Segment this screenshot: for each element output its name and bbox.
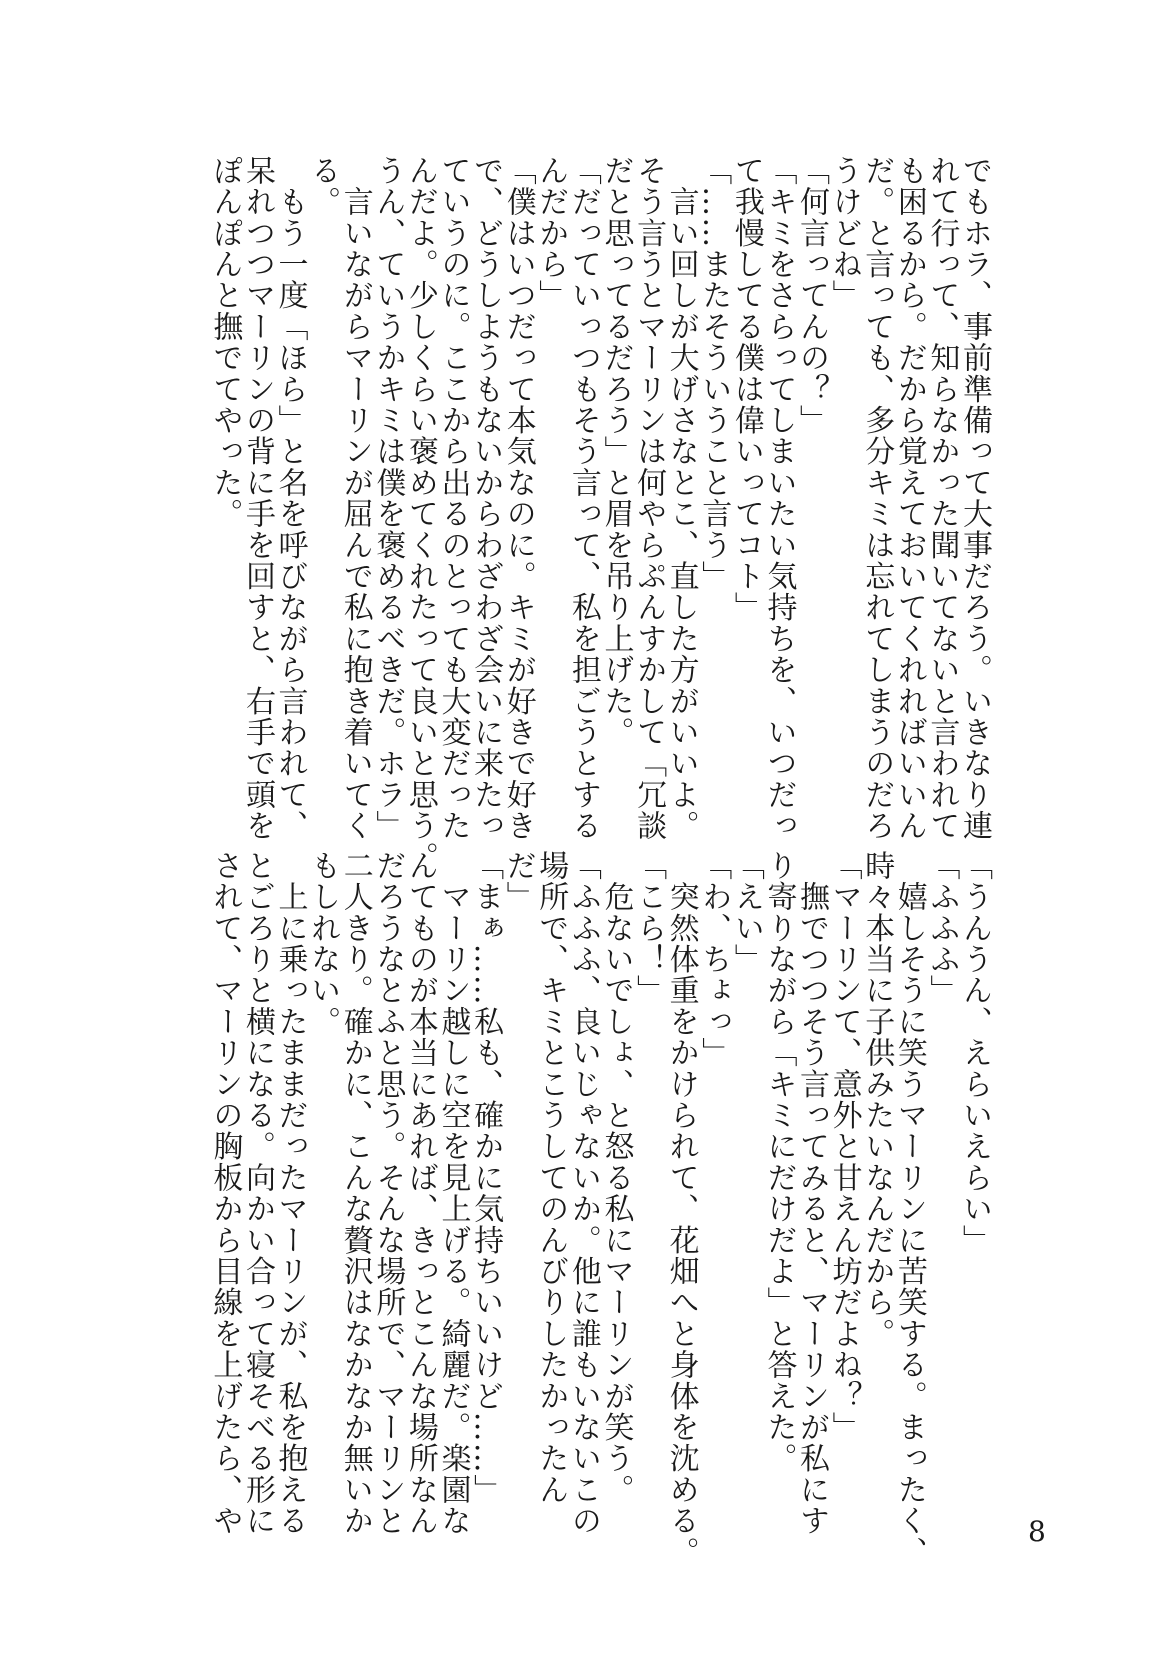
text-line: 「まぁ……私も、確かに気持ちいいけど……」 <box>468 850 504 1506</box>
text-line: されて、マーリンの胸板から目線を上げたら、や <box>207 850 243 1537</box>
text-line: 「何言ってんの？」 <box>794 155 830 436</box>
text-line: もしれない。 <box>305 850 341 1038</box>
text-line: 「えい」 <box>728 850 764 975</box>
text-line: る。 <box>305 155 341 218</box>
text-line: ぽんぽんと撫でてやった。 <box>207 155 243 530</box>
lower-text-column <box>118 850 992 1568</box>
text-line: だ」 <box>500 850 536 913</box>
text-line: でもホラ、事前準備って大事だろう。いきなり連 <box>957 155 992 842</box>
text-line: そう言うとマーリンは何やらぷんすかして「冗談 <box>631 155 667 842</box>
text-line: 上に乗ったままだったマーリンが、私を抱える <box>272 850 308 1537</box>
text-line: んてものが本当にあれば、きっとこんな場所なん <box>402 850 438 1537</box>
upper-text-column <box>118 155 992 873</box>
text-line: うけどね」 <box>826 155 862 311</box>
text-line: で、どうしようもないからわざわざ会いに来たっ <box>468 155 504 842</box>
text-line: とごろりと横になる。向かい合って寝そべる形に <box>239 850 275 1537</box>
text-line: 突然体重をかけられて、花畑へと身体を沈める。 <box>663 850 699 1568</box>
text-line: 「キミをさらってしまいたい気持ちを、いつだっ <box>761 155 797 842</box>
text-line: もう一度「ほら」と名を呼びながら言われて、 <box>272 155 308 842</box>
text-line: うん、ていうかキミは僕を褒めるべきだ。ホラ」 <box>370 155 406 842</box>
text-line: 「わ、ちょっ」 <box>696 850 732 1069</box>
text-line: んだから」 <box>533 155 569 311</box>
text-line: 「だっていっつもそう言って、私を担ごうとする <box>565 155 601 842</box>
text-line: 「僕はいつだって本気なのに。キミが好きで好き <box>500 155 536 842</box>
text-line: 「マーリンて、意外と甘えん坊だよね？」 <box>826 850 862 1443</box>
text-line: 呆れつつマーリンの背に手を回すと、右手で頭を <box>239 155 275 842</box>
text-line: ていうのに。ここから出るのとっても大変だった <box>435 155 471 842</box>
text-line: れて行って、知らなかった聞いてないと言われて <box>924 155 960 842</box>
text-line: んだよ。少しくらい褒めてくれたって良いと思う。 <box>402 155 438 873</box>
text-line: 言い回しが大げさなとこ、直した方がいいよ。 <box>663 155 699 842</box>
text-line: 嬉しそうに笑うマーリンに苦笑する。まったく、 <box>891 850 927 1568</box>
text-line: だと思ってるだろう」と眉を吊り上げた。 <box>598 155 634 748</box>
text-line: だ。と言っても、多分キミは忘れてしまうのだろ <box>859 155 895 842</box>
text-line: て我慢してる僕は偉いってコト」 <box>728 155 764 623</box>
page-number: 8 <box>1028 1515 1046 1548</box>
text-line: も困るから。だから覚えておいてくれればいいん <box>891 155 927 842</box>
text-line: 二人きり。確かに、こんな贅沢はなかなか無いか <box>337 850 373 1537</box>
text-line: 場所で、キミとこうしてのんびりしたかったん <box>533 850 569 1506</box>
text-line: 危ないでしょ、と怒る私にマーリンが笑う。 <box>598 850 634 1506</box>
text-line: 時々本当に子供みたいなんだから。 <box>859 850 895 1350</box>
text-line: 撫でつつそう言ってみると、マーリンが私にす <box>794 850 830 1537</box>
text-line: 「ふふふ、良いじゃないか。他に誰もいないこの <box>565 850 601 1537</box>
text-line: り寄りながら「キミにだけだよ」と答えた。 <box>761 850 797 1474</box>
text-line: 言いながらマーリンが屈んで私に抱き着いてく <box>337 155 373 842</box>
text-line: マーリン越しに空を見上げる。綺麗だ。楽園な <box>435 850 471 1537</box>
text-line: 「うんうん、えらいえらい」 <box>957 850 992 1256</box>
text-line: 「こら！」 <box>631 850 667 1006</box>
text-line: だろうなとふと思う。そんな場所で、マーリンと <box>370 850 406 1537</box>
text-line: 「……またそういうこと言う」 <box>696 155 732 592</box>
text-line: 「ふふふ」 <box>924 850 960 1006</box>
